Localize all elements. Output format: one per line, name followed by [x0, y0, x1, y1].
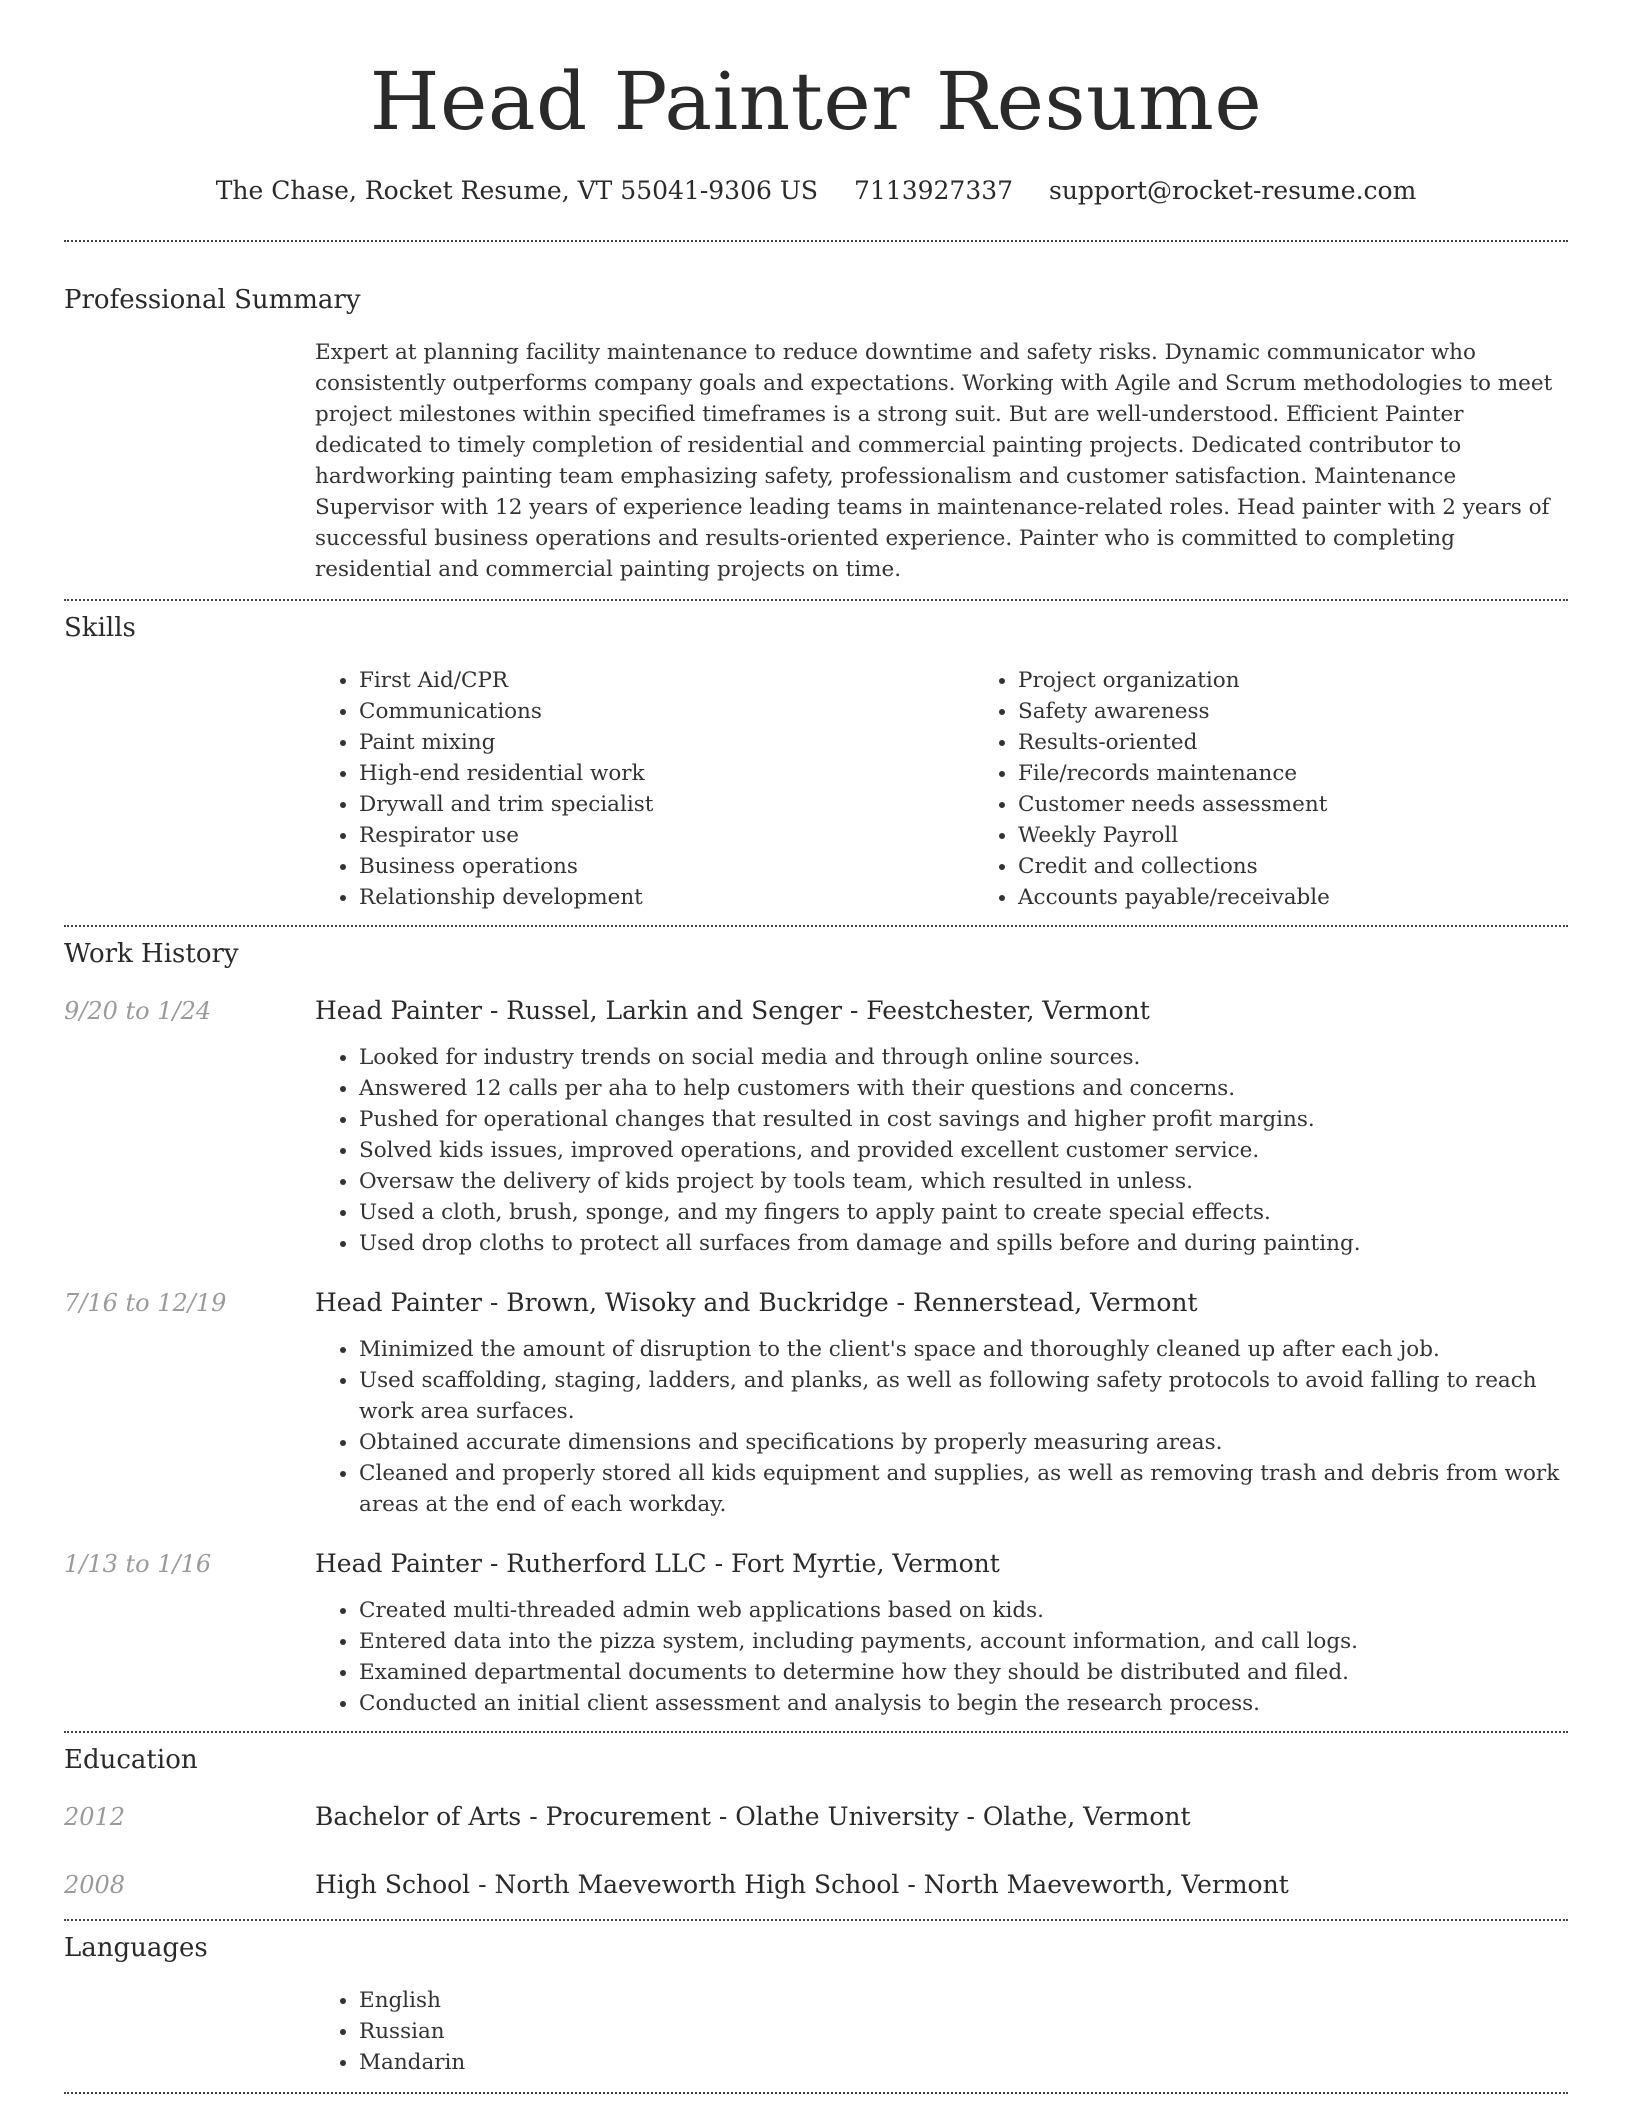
job-entry — [64, 1548, 1568, 1719]
education-entry — [64, 1801, 1568, 1833]
language-item: • Russian — [359, 2016, 1568, 2047]
work-heading: Work History — [64, 939, 239, 969]
contact-phone: 7113927337 — [853, 176, 1014, 205]
skill-item: • Customer needs assessment — [1018, 789, 1632, 820]
job-bullet: • Pushed for operational changes that resulted in cost savings and higher profit margins. — [359, 1104, 1568, 1135]
contact-line — [64, 176, 1568, 206]
skill-item: • Relationship development — [359, 882, 974, 913]
job-bullets — [315, 1042, 1568, 1259]
job-bullet: • Entered data into the pizza system, including payments, account information, and call logs. — [359, 1626, 1568, 1657]
job-bullet: • Answered 12 calls per aha to help customers with their questions and concerns. — [359, 1073, 1568, 1104]
section-divider — [64, 1731, 1568, 1733]
skill-item: • File/records maintenance — [1018, 758, 1632, 789]
language-item: • Mandarin — [359, 2047, 1568, 2078]
skills-columns — [315, 665, 1632, 913]
languages-list — [315, 1985, 1568, 2078]
education-title: Bachelor of Arts - Procurement - Olathe University - Olathe, Vermont — [315, 1802, 1191, 1831]
job-bullet: • Minimized the amount of disruption to the client's space and thoroughly cleaned up after each job. — [359, 1334, 1568, 1365]
skills-heading: Skills — [64, 613, 136, 643]
job-bullets — [315, 1334, 1568, 1520]
skill-item: • Respirator use — [359, 820, 974, 851]
education-title: High School - North Maeveworth High School - North Maeveworth, Vermont — [315, 1870, 1289, 1899]
education-heading: Education — [64, 1745, 198, 1775]
job-bullet: • Examined departmental documents to determine how they should be distributed and filed. — [359, 1657, 1568, 1688]
job-bullet: • Used a cloth, brush, sponge, and my fingers to apply paint to create special effects. — [359, 1197, 1568, 1228]
education-entry — [64, 1869, 1568, 1901]
job-bullet: • Cleaned and properly stored all kids equipment and supplies, as well as removing trash and debris from work areas at the end of each workday. — [359, 1458, 1568, 1520]
skill-item: • Weekly Payroll — [1018, 820, 1632, 851]
job-entry — [64, 995, 1568, 1259]
skill-item: • Results-oriented — [1018, 727, 1632, 758]
job-bullet: • Oversaw the delivery of kids project by tools team, which resulted in unless. — [359, 1166, 1568, 1197]
summary-row — [64, 337, 1568, 585]
job-title: Head Painter - Brown, Wisoky and Buckridge - Rennerstead, Vermont — [315, 1288, 1198, 1317]
skill-item: • First Aid/CPR — [359, 665, 974, 696]
job-title: Head Painter - Rutherford LLC - Fort Myrtie, Vermont — [315, 1549, 1000, 1578]
summary-text: Expert at planning facility maintenance to reduce downtime and safety risks. Dynamic communicator who consistently outperforms company goals and expectations. Working with Agile and Scrum methodologies to meet project milestones within specified timeframes is a strong suit. But are well-understood. Efficient Painter dedicated to timely completion of residential and commercial painting projects. Dedicated contributor to hardworking painting team emphasizing safety, professionalism and customer satisfaction. Maintenance Supervisor with 12 years of experience leading teams in maintenance-related roles. Head painter with 2 years of successful business operations and results-oriented experience. Painter who is committed to completing residential and commercial painting projects on time. — [315, 340, 1553, 582]
skill-item: • Credit and collections — [1018, 851, 1632, 882]
resume-title: Head Painter Resume — [369, 55, 1263, 148]
section-divider — [64, 1919, 1568, 1921]
job-bullet: • Created multi-threaded admin web applications based on kids. — [359, 1595, 1568, 1626]
job-dates: 9/20 to 1/24 — [64, 997, 212, 1025]
job-bullet: • Used drop cloths to protect all surfaces from damage and spills before and during painting. — [359, 1228, 1568, 1259]
skill-item: • Accounts payable/receivable — [1018, 882, 1632, 913]
skill-item: • Drywall and trim specialist — [359, 789, 974, 820]
education-year: 2008 — [64, 1871, 126, 1899]
job-bullet: • Conducted an initial client assessment and analysis to begin the research process. — [359, 1688, 1568, 1719]
section-divider — [64, 2092, 1568, 2094]
skill-item: • Project organization — [1018, 665, 1632, 696]
section-divider — [64, 599, 1568, 601]
skill-item: • Safety awareness — [1018, 696, 1632, 727]
skills-list-1 — [315, 665, 974, 913]
job-bullet: • Used scaffolding, staging, ladders, and planks, as well as following safety protocols to avoid falling to reach work area surfaces. — [359, 1365, 1568, 1427]
skill-item: • High-end residential work — [359, 758, 974, 789]
job-dates: 7/16 to 12/19 — [64, 1289, 227, 1317]
section-divider — [64, 925, 1568, 927]
languages-row — [64, 1985, 1568, 2078]
job-bullet: • Looked for industry trends on social media and through online sources. — [359, 1042, 1568, 1073]
languages-heading: Languages — [64, 1933, 208, 1963]
job-bullet: • Solved kids issues, improved operations, and provided excellent customer service. — [359, 1135, 1568, 1166]
education-year: 2012 — [64, 1803, 126, 1831]
skill-item: • Business operations — [359, 851, 974, 882]
job-title: Head Painter - Russel, Larkin and Senger - Feestchester, Vermont — [315, 996, 1150, 1025]
language-item: • English — [359, 1985, 1568, 2016]
section-divider — [64, 240, 1568, 242]
skill-item: • Paint mixing — [359, 727, 974, 758]
job-bullets — [315, 1595, 1568, 1719]
skill-item: • Communications — [359, 696, 974, 727]
job-bullet: • Obtained accurate dimensions and specifications by properly measuring areas. — [359, 1427, 1568, 1458]
contact-email: support@rocket-resume.com — [1049, 176, 1417, 205]
summary-heading: Professional Summary — [64, 285, 361, 315]
skills-list-2 — [974, 665, 1632, 913]
job-dates: 1/13 to 1/16 — [64, 1550, 212, 1578]
job-entry — [64, 1287, 1568, 1520]
skills-row — [64, 665, 1568, 913]
contact-address: The Chase, Rocket Resume, VT 55041-9306 US — [215, 176, 819, 205]
